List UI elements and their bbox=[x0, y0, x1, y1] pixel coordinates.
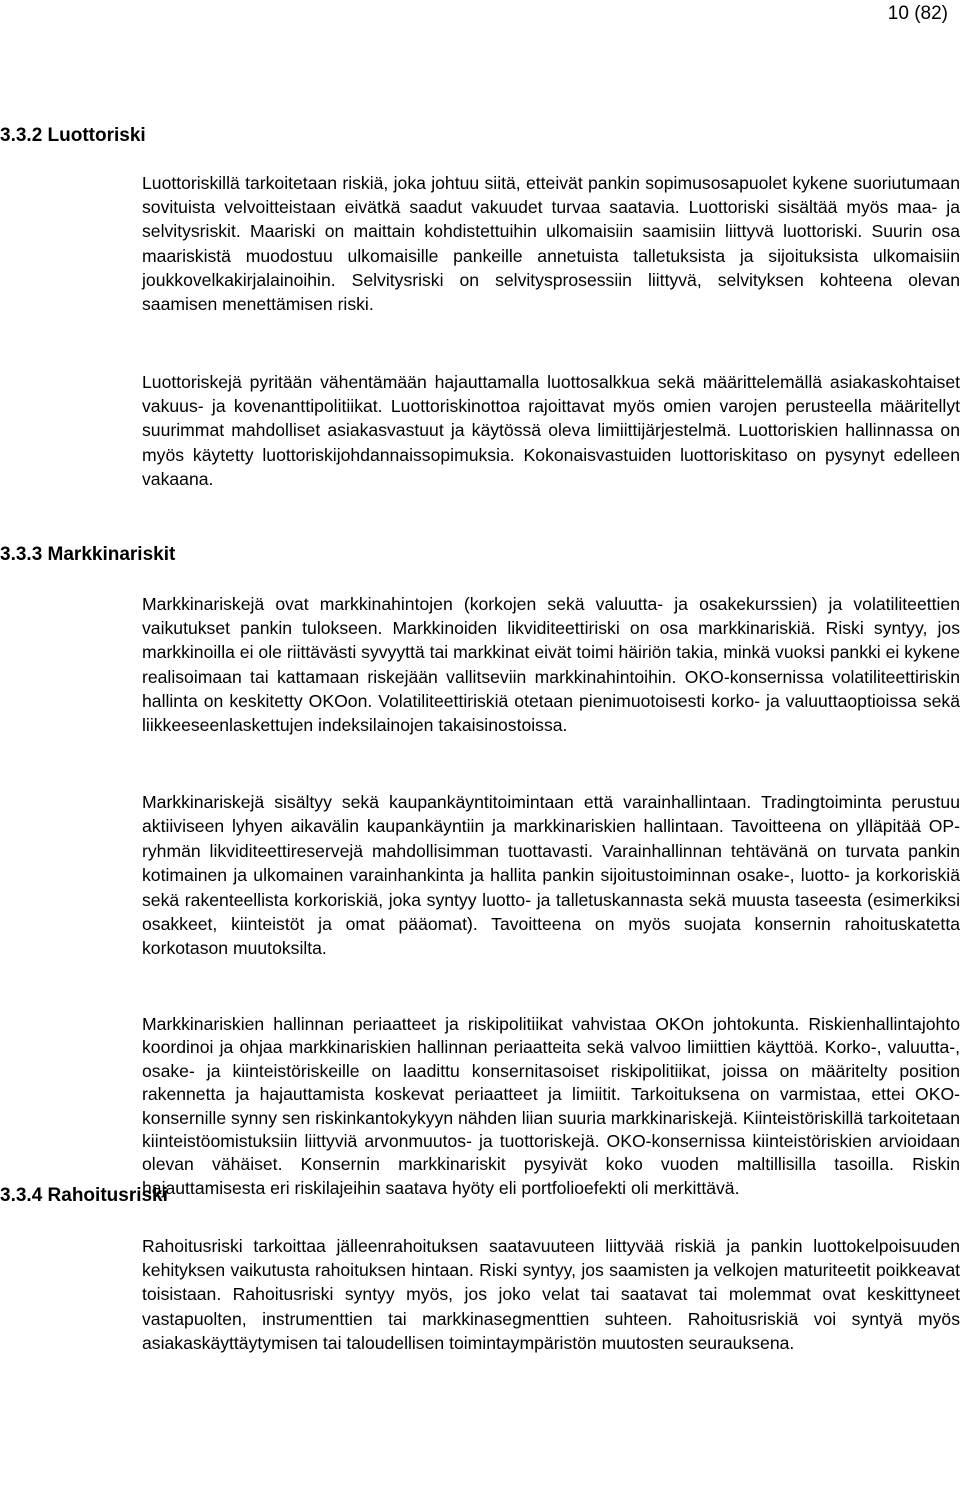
paragraph-markkinariskit-3: Markkinariskien hallinnan periaatteet ja riskipolitiikat vahvistaa OKOn johtokunta. Riskienhallintajohto koordinoi ja ohjaa markkinariskien hallinnan periaatteita sekä valvoo limiittien käyttöä. Korko-, valuutta-, osake- ja kiinteistöriskeille on laadittu konsernitasoiset riskipolitiikat, joissa on määritelty position rakennetta ja hajauttamista koskevat periaatteet ja limiitit. Tarkoituksena on varmistaa, ettei OKO-konsernille synny sen riskinkantokykyyn nähden liian suuria markkinariskejä. Kiinteistöriskillä tarkoitetaan kiinteistöomistuksiin liittyviä arvonmuutos- ja tuottoriskejä. OKO-konsernissa kiinteistöriskien arvioidaan olevan vähäiset. Konsernin markkinariskit pysyivät koko vuoden maltillisilla tasoilla. Riskin hajauttamisesta eri riskilajeihin saatava hyöty eli portfolioefekti oli merkittävä. bbox=[142, 1014, 960, 1198]
paragraph-markkinariskit-1: Markkinariskejä ovat markkinahintojen (korkojen sekä valuutta- ja osakekurssien) ja volatiliteettien vaikutukset pankin tulokseen. Markkinoiden likviditeettiriski on osa markkinariskiä. Riski syntyy, jos markkinoilla ei ole riittävästi syvyyttä tai markkinat eivät toimi häiriön takia, minkä vuoksi pankki ei kykene realisoimaan tai kattamaan riskejään vallitseviin markkinahintoihin. OKO-konsernissa volatiliteettiriskin hallinta on keskitetty OKOon. Volatiliteettiriskiä otetaan pienimuotoisesti korko- ja valuuttaoptioissa sekä liikkeeseenlaskettujen indeksilainojen takaisinostoissa. bbox=[142, 594, 960, 736]
paragraph-luottoriski-1: Luottoriskillä tarkoitetaan riskiä, joka johtuu siitä, etteivät pankin sopimusosapuolet kykene suoriutumaan sovituista velvoitteistaan eivätkä saadut vakuudet turvaa saatavia. Luottoriski sisältää myös maa- ja selvitysriskit. Maariski on maittain kohdistettuihin ulkomaisiin saamisiin liittyvä luottoriski. Suurin osa maariskistä muodostuu ulkomaisille pankeille annetuista talletuksista ja sijoituksista ulkomaisiin joukkovelkakirjalainoihin. Selvitysriski on selvitysprosessiin liittyvä, selvityksen kohteena olevan saamisen menettämisen riski. bbox=[142, 173, 960, 315]
section-heading-luottoriski: 3.3.2 Luottoriski bbox=[0, 125, 146, 146]
section-heading-markkinariskit: 3.3.3 Markkinariskit bbox=[0, 544, 176, 565]
page-number: 10 (82) bbox=[887, 3, 948, 24]
paragraph-markkinariskit-2: Markkinariskejä sisältyy sekä kaupankäyntitoimintaan että varainhallintaan. Tradingtoiminta perustuu aktiiviseen lyhyen aikavälin kaupankäyntiin ja markkinariskien hallintaan. Tavoitteena on ylläpitää OP-ryhmän likviditeettireservejä mahdollisimman tuottavasti. Varainhallinnan tehtävänä on turvata pankin kotimainen ja ulkomainen varainhankinta ja hallita pankin sijoitustoiminnan osake-, luotto- ja korkoriskiä sekä rakenteellista korkoriskiä, joka syntyy luotto- ja talletuskannasta sekä muusta taseesta (esimerkiksi osakkeet, kiinteistöt ja omat pääomat). Tavoitteena on myös suojata konsernin rahoituskatetta korkotason muutoksilta. bbox=[142, 792, 960, 959]
paragraph-rahoitusriski-1: Rahoitusriski tarkoittaa jälleenrahoituksen saatavuuteen liittyvää riskiä ja pankin luottokelpoisuuden kehityksen vaikutusta rahoituksen hintaan. Riski syntyy, jos saamisten ja velkojen maturiteetit poikkeavat toisistaan. Rahoitusriski syntyy myös, jos joko velat tai saatavat tai molemmat ovat keskittyneet vastapuolten, instrumenttien tai markkinasegmenttien suhteen. Rahoitusriskiä voi syntyä myös asiakaskäyttäytymisen tai taloudellisen toimintaympäristön muutosten seurauksena. bbox=[142, 1236, 960, 1353]
paragraph-luottoriski-2: Luottoriskejä pyritään vähentämään hajauttamalla luottosalkkua sekä määrittelemällä asiakaskohtaiset vakuus- ja kovenanttipolitiikat. Luottoriskinottoa rajoittavat myös omien varojen perusteella määritellyt suurimmat mahdolliset asiakasvastuut ja käytössä oleva limiittijärjestelmä. Luottoriskien hallinnassa on myös käytetty luottoriskijohdannaissopimuksia. Kokonaisvastuiden luottoriskitaso on pysynyt edelleen vakaana. bbox=[142, 372, 960, 489]
section-heading-rahoitusriski: 3.3.4 Rahoitusriski bbox=[0, 1185, 168, 1206]
